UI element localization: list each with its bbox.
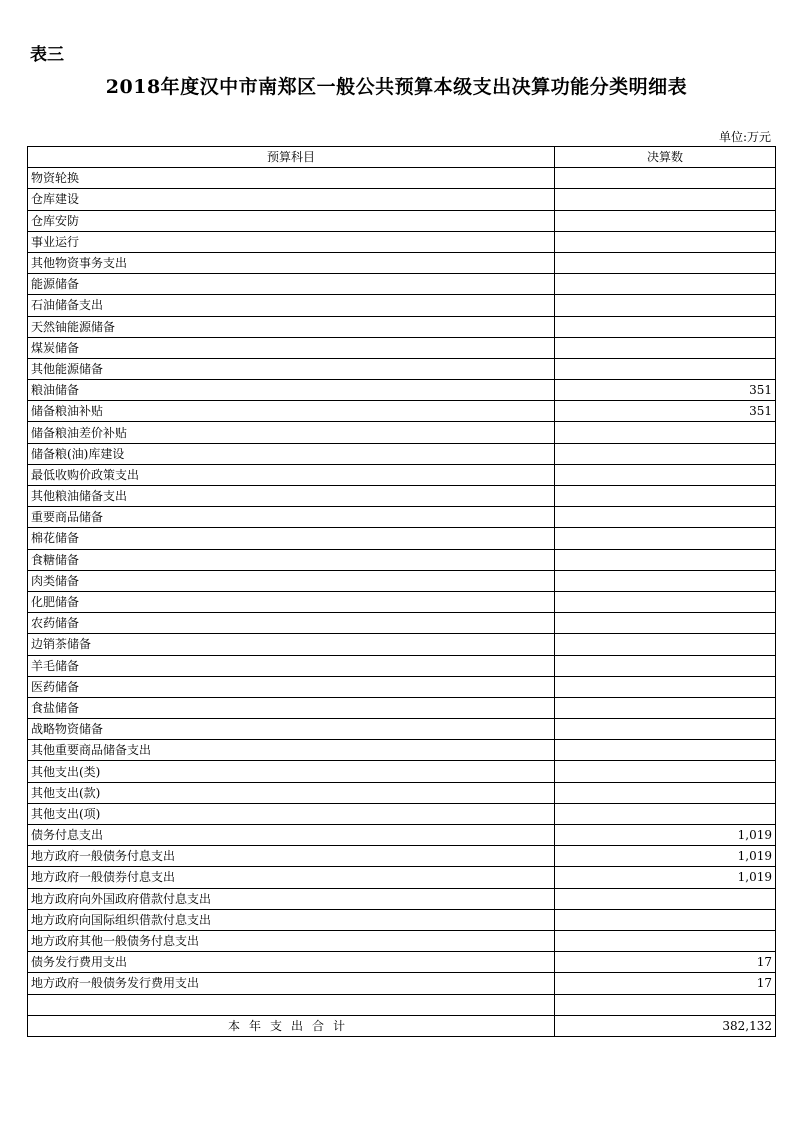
budget-item-name: 能源储备	[28, 274, 555, 295]
final-amount-value	[555, 676, 776, 697]
budget-item-name: 天然铀能源储备	[28, 316, 555, 337]
table-row	[28, 719, 776, 740]
table-row	[28, 909, 776, 930]
final-amount-value	[555, 486, 776, 507]
table-row	[28, 803, 776, 824]
budget-item-name: 农药储备	[28, 613, 555, 634]
table-row	[28, 613, 776, 634]
table-body	[28, 168, 776, 1016]
final-amount-value	[555, 252, 776, 273]
final-amount-value	[555, 507, 776, 528]
table-row	[28, 930, 776, 951]
final-amount-value: 351	[555, 380, 776, 401]
unit-label: 单位:万元	[718, 130, 771, 144]
budget-item-name: 其他支出(项)	[28, 803, 555, 824]
table-row	[28, 634, 776, 655]
table-row	[28, 761, 776, 782]
table-row	[28, 274, 776, 295]
final-amount-value	[555, 909, 776, 930]
budget-item-name: 地方政府一般债券付息支出	[28, 867, 555, 888]
budget-item-name: 其他支出(类)	[28, 761, 555, 782]
report-title: 2018年度汉中市南郑区一般公共预算本级支出决算功能分类明细表	[105, 76, 688, 98]
final-amount-value	[555, 740, 776, 761]
budget-item-name: 储备粮(油)库建设	[28, 443, 555, 464]
header-final-amount: 决算数	[555, 147, 776, 168]
final-amount-value: 1,019	[555, 867, 776, 888]
budget-item-name: 其他支出(款)	[28, 782, 555, 803]
table-row	[28, 168, 776, 189]
table-row	[28, 189, 776, 210]
final-amount-value	[555, 274, 776, 295]
table-row	[28, 655, 776, 676]
final-amount-value	[555, 231, 776, 252]
budget-item-name: 战略物资储备	[28, 719, 555, 740]
table-number-label: 表三	[30, 45, 64, 65]
total-amount: 382,132	[555, 1015, 776, 1036]
table-row	[28, 846, 776, 867]
budget-item-name: 食盐储备	[28, 697, 555, 718]
final-amount-value	[555, 782, 776, 803]
total-row	[28, 1015, 776, 1036]
final-amount-value	[555, 528, 776, 549]
table-row	[28, 252, 776, 273]
table-row	[28, 973, 776, 994]
budget-item-name: 粮油储备	[28, 380, 555, 401]
budget-item-name: 仓库建设	[28, 189, 555, 210]
budget-item-name: 最低收购价政策支出	[28, 464, 555, 485]
table-row	[28, 888, 776, 909]
table-row	[28, 591, 776, 612]
final-amount-value	[555, 697, 776, 718]
table-row	[28, 952, 776, 973]
final-amount-value: 1,019	[555, 825, 776, 846]
table-row	[28, 295, 776, 316]
final-amount-value	[555, 549, 776, 570]
final-amount-value	[555, 464, 776, 485]
final-amount-value	[555, 761, 776, 782]
final-amount-value: 17	[555, 973, 776, 994]
budget-item-name: 储备粮油补贴	[28, 401, 555, 422]
final-amount-value	[555, 358, 776, 379]
table-row	[28, 825, 776, 846]
table-row	[28, 401, 776, 422]
table-row	[28, 443, 776, 464]
total-label: 本年支出合计	[28, 1015, 555, 1036]
table-row	[28, 697, 776, 718]
table-row	[28, 337, 776, 358]
budget-item-name: 储备粮油差价补贴	[28, 422, 555, 443]
final-amount-value	[555, 930, 776, 951]
final-amount-value	[555, 613, 776, 634]
budget-item-name: 化肥储备	[28, 591, 555, 612]
table-row	[28, 316, 776, 337]
budget-item-name: 肉类储备	[28, 570, 555, 591]
table-row	[28, 507, 776, 528]
budget-item-name: 医药储备	[28, 676, 555, 697]
budget-item-name: 地方政府向国际组织借款付息支出	[28, 909, 555, 930]
budget-item-name: 羊毛储备	[28, 655, 555, 676]
final-amount-value	[555, 189, 776, 210]
final-amount-value: 1,019	[555, 846, 776, 867]
budget-item-name: 其他粮油储备支出	[28, 486, 555, 507]
budget-item-name: 边销茶储备	[28, 634, 555, 655]
final-amount-value	[555, 443, 776, 464]
table-row	[28, 570, 776, 591]
final-amount-value	[555, 295, 776, 316]
budget-item-name: 地方政府向外国政府借款付息支出	[28, 888, 555, 909]
budget-item-name: 棉花储备	[28, 528, 555, 549]
table-row	[28, 464, 776, 485]
final-amount-value	[555, 888, 776, 909]
final-amount-value	[555, 591, 776, 612]
final-amount-value	[555, 210, 776, 231]
final-amount-value	[555, 570, 776, 591]
budget-item-name: 石油储备支出	[28, 295, 555, 316]
budget-item-name: 其他重要商品储备支出	[28, 740, 555, 761]
budget-item-name: 其他物资事务支出	[28, 252, 555, 273]
table-row	[28, 782, 776, 803]
final-amount-value: 351	[555, 401, 776, 422]
final-amount-value	[555, 655, 776, 676]
final-amount-value	[555, 803, 776, 824]
budget-item-name	[28, 994, 555, 1015]
budget-item-name: 食糖储备	[28, 549, 555, 570]
final-amount-value	[555, 316, 776, 337]
table-row	[28, 380, 776, 401]
table-row	[28, 740, 776, 761]
budget-item-name: 地方政府一般债务付息支出	[28, 846, 555, 867]
budget-item-name: 事业运行	[28, 231, 555, 252]
budget-item-name: 重要商品储备	[28, 507, 555, 528]
table-row	[28, 994, 776, 1015]
table-row	[28, 358, 776, 379]
header-budget-item: 预算科目	[28, 147, 555, 168]
final-amount-value: 17	[555, 952, 776, 973]
table-row	[28, 422, 776, 443]
table-row	[28, 231, 776, 252]
final-amount-value	[555, 168, 776, 189]
table-row	[28, 210, 776, 231]
table-row	[28, 486, 776, 507]
final-amount-value	[555, 994, 776, 1015]
budget-item-name: 债务付息支出	[28, 825, 555, 846]
table-row	[28, 867, 776, 888]
budget-item-name: 地方政府其他一般债务付息支出	[28, 930, 555, 951]
budget-item-name: 地方政府一般债务发行费用支出	[28, 973, 555, 994]
final-amount-value	[555, 719, 776, 740]
final-amount-value	[555, 422, 776, 443]
budget-item-name: 仓库安防	[28, 210, 555, 231]
budget-item-name: 物资轮换	[28, 168, 555, 189]
budget-expenditure-table	[27, 146, 776, 1037]
table-row	[28, 549, 776, 570]
table-row	[28, 676, 776, 697]
final-amount-value	[555, 337, 776, 358]
budget-item-name: 其他能源储备	[28, 358, 555, 379]
budget-item-name: 煤炭储备	[28, 337, 555, 358]
table-row	[28, 528, 776, 549]
final-amount-value	[555, 634, 776, 655]
table-header-row	[28, 147, 776, 168]
budget-item-name: 债务发行费用支出	[28, 952, 555, 973]
